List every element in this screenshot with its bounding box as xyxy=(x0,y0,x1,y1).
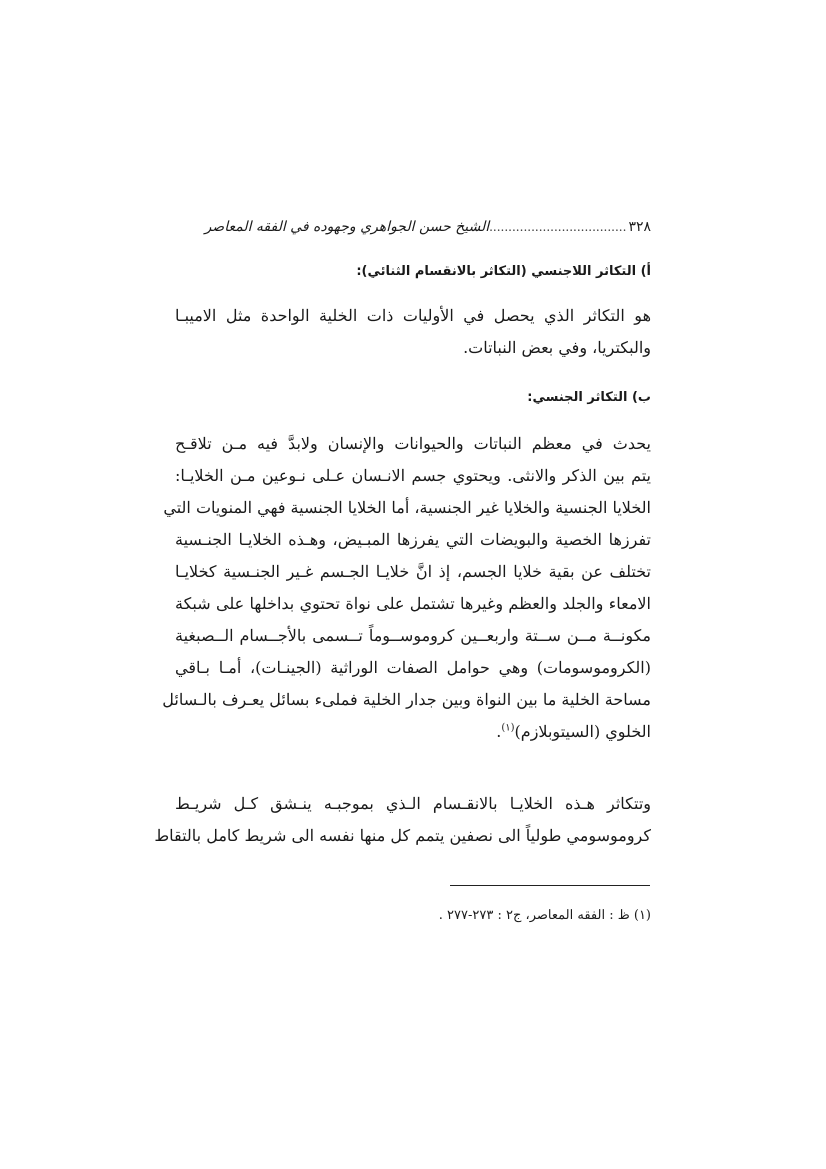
header-leader-dots: .................................... xyxy=(489,220,627,234)
last-line-text: الخلوي (السيتوبلازم) xyxy=(514,722,651,741)
page-number: ٣٢٨ xyxy=(628,219,651,235)
running-header xyxy=(175,219,651,243)
paragraph-line: (الكروموسومات) وهي حوامل الصفات الوراثية (الجينـات)، أمـا بـاقي xyxy=(175,658,651,677)
paragraph-line: يحدث في معظم النباتات والحيوانات والإنسان ولابدَّ فيه مـن تلاقـح xyxy=(175,434,651,453)
paragraph-line: هو التكاثر الذي يحصل في الأوليات ذات الخلية الواحدة مثل الاميبـا xyxy=(175,306,652,325)
paragraph-line: والبكتريا، وفي بعض النباتات. xyxy=(463,338,651,357)
footnote-separator-rule xyxy=(450,885,650,886)
section-a-paragraph xyxy=(175,300,651,364)
section-b-paragraph xyxy=(162,428,652,748)
paragraph-line: كروموسومي طولياً الى نصفين يتمم كل منها نفسه الى شريط كامل بالتقاط xyxy=(154,826,651,845)
running-book-title: الشيخ حسن الجواهري وجهوده في الفقه المعاصر xyxy=(204,219,490,235)
paragraph-line: الخلايا الجنسية والخلايا غير الجنسية، أما الخلايا الجنسية فهي المنويات التي xyxy=(163,498,651,517)
paragraph-line: تفرزها الخصية والبويضات التي يفرزها المبـيض، وهـذه الخلايـا الجنـسية xyxy=(175,530,651,549)
paragraph-line: وتتكاثر هـذه الخلايـا بالانقـسام الـذي بموجبـه ينـشق كـل شريـط xyxy=(175,794,651,813)
paragraph-line: يتم بين الذكر والانثى. ويحتوي جسم الانـسان عـلى نـوعين مـن الخلايـا: xyxy=(175,466,652,485)
footnote: (١) ظ : الفقه المعاصر، ج٢ : ٢٧٣-٢٧٧ . xyxy=(438,908,651,923)
paragraph-line: مكونــة مــن ســتة واربعــين كروموســوماً تــسمى بالأجــسام الــصبغية xyxy=(175,626,651,645)
section-b-heading: ب) التكاثر الجنسي: xyxy=(527,390,651,405)
last-line-period: . xyxy=(496,722,502,741)
section-c-paragraph xyxy=(154,788,651,852)
paragraph-line: الامعاء والجلد والعظم وغيرها تشتمل على نواة تحتوي بداخلها على شبكة xyxy=(175,594,651,613)
footnote-reference-marker[interactable]: (١) xyxy=(501,722,515,734)
paragraph-last-line xyxy=(175,716,651,748)
paragraph-line: تختلف عن بقية خلايا الجسم، إذ انَّ خلايـا الجـسم غـير الجنـسية كخلايـا xyxy=(175,562,651,581)
paragraph-line: مساحة الخلية ما بين النواة وبين جدار الخلية فملىء بسائل يعـرف بالـسائل xyxy=(162,690,651,709)
section-a-heading: أ) التكاثر اللاجنسي (التكاثر بالانقسام الثنائي): xyxy=(356,264,651,279)
